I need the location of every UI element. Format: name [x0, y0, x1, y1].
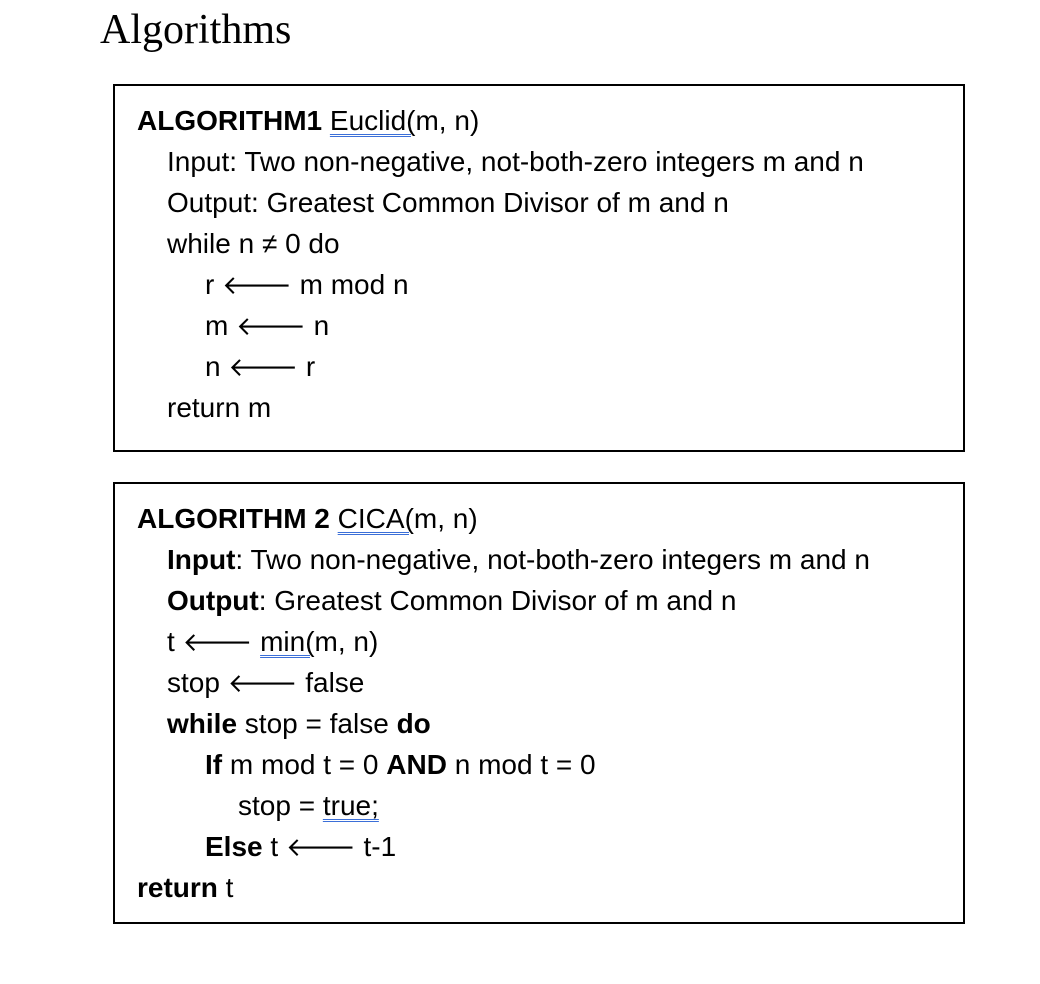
return-value: t: [217, 872, 234, 903]
left-arrow-icon: 🡐: [182, 628, 253, 658]
algorithm-1-header: [115, 100, 963, 141]
algorithm-1-box: [113, 84, 965, 452]
else-var: t: [262, 831, 286, 862]
else-keyword: Else: [205, 831, 263, 862]
if-condition-b: n mod t = 0: [446, 749, 596, 780]
algorithm-1-params: m, n): [415, 105, 480, 136]
algorithm-1-output: Output: Greatest Common Divisor of m and n: [167, 187, 729, 218]
left-arrow-icon: 🡐: [228, 353, 299, 383]
stop-set-lhs: stop =: [238, 790, 323, 821]
page-title: Algorithms: [100, 7, 292, 53]
while-condition: stop = false: [237, 708, 397, 739]
algorithm-2-header: [115, 498, 963, 539]
stop-init-value: false: [297, 667, 365, 698]
min-args: m, n): [314, 626, 379, 657]
algorithm-2-name: CICA(: [337, 503, 414, 534]
algorithm-2-else: [115, 826, 963, 867]
algorithm-2-params: m, n): [413, 503, 478, 534]
algorithm-2-input: [115, 539, 963, 580]
algorithm-2-t-init: [115, 621, 963, 662]
algorithm-1-step-3: [115, 346, 963, 387]
algorithm-1-step-1: [115, 264, 963, 305]
while-keyword: while: [167, 708, 238, 739]
left-arrow-icon: 🡐: [285, 833, 356, 863]
step-1-var: r: [205, 269, 223, 300]
left-arrow-icon: 🡐: [227, 669, 298, 699]
algorithm-2-stop-init: [115, 662, 963, 703]
algorithm-2-output: [115, 580, 963, 621]
algorithm-2-stop-set: [115, 785, 963, 826]
algorithm-1-name: Euclid(: [329, 105, 416, 136]
and-keyword: AND: [386, 749, 447, 780]
algorithm-1-while: while n ≠ 0 do: [167, 228, 340, 259]
if-keyword: If: [205, 749, 223, 780]
left-arrow-icon: 🡐: [222, 271, 292, 301]
input-text: : Two non-negative, not-both-zero integers m and n: [235, 544, 870, 575]
input-label: Input: [167, 544, 236, 575]
step-2-var: m: [205, 310, 237, 341]
algorithm-1-keyword: ALGORITHM1: [137, 105, 323, 136]
algorithm-1-step-2: [115, 305, 963, 346]
algorithm-1-input: Input: Two non-negative, not-both-zero integers m and n: [167, 146, 864, 177]
output-label: Output: [167, 585, 259, 616]
algorithm-2-if: [115, 744, 963, 785]
algorithm-2-return: [115, 867, 963, 908]
step-1-expr: m mod n: [291, 269, 409, 300]
if-condition-a: m mod t = 0: [222, 749, 387, 780]
t-var: t: [167, 626, 183, 657]
do-keyword: do: [396, 708, 431, 739]
step-3-var: n: [205, 351, 229, 382]
algorithm-2-box: [113, 482, 965, 924]
step-3-expr: r: [298, 351, 316, 382]
algorithm-2-while: [115, 703, 963, 744]
stop-var: stop: [167, 667, 228, 698]
algorithm-1-return: return m: [167, 392, 272, 423]
else-expr: t-1: [355, 831, 397, 862]
step-2-expr: n: [305, 310, 330, 341]
stop-set-value: true;: [322, 790, 379, 821]
return-keyword: return: [137, 872, 218, 903]
min-function: min(: [260, 626, 315, 657]
algorithm-2-keyword: ALGORITHM 2: [137, 503, 330, 534]
output-text: : Greatest Common Divisor of m and n: [258, 585, 737, 616]
left-arrow-icon: 🡐: [236, 312, 306, 342]
